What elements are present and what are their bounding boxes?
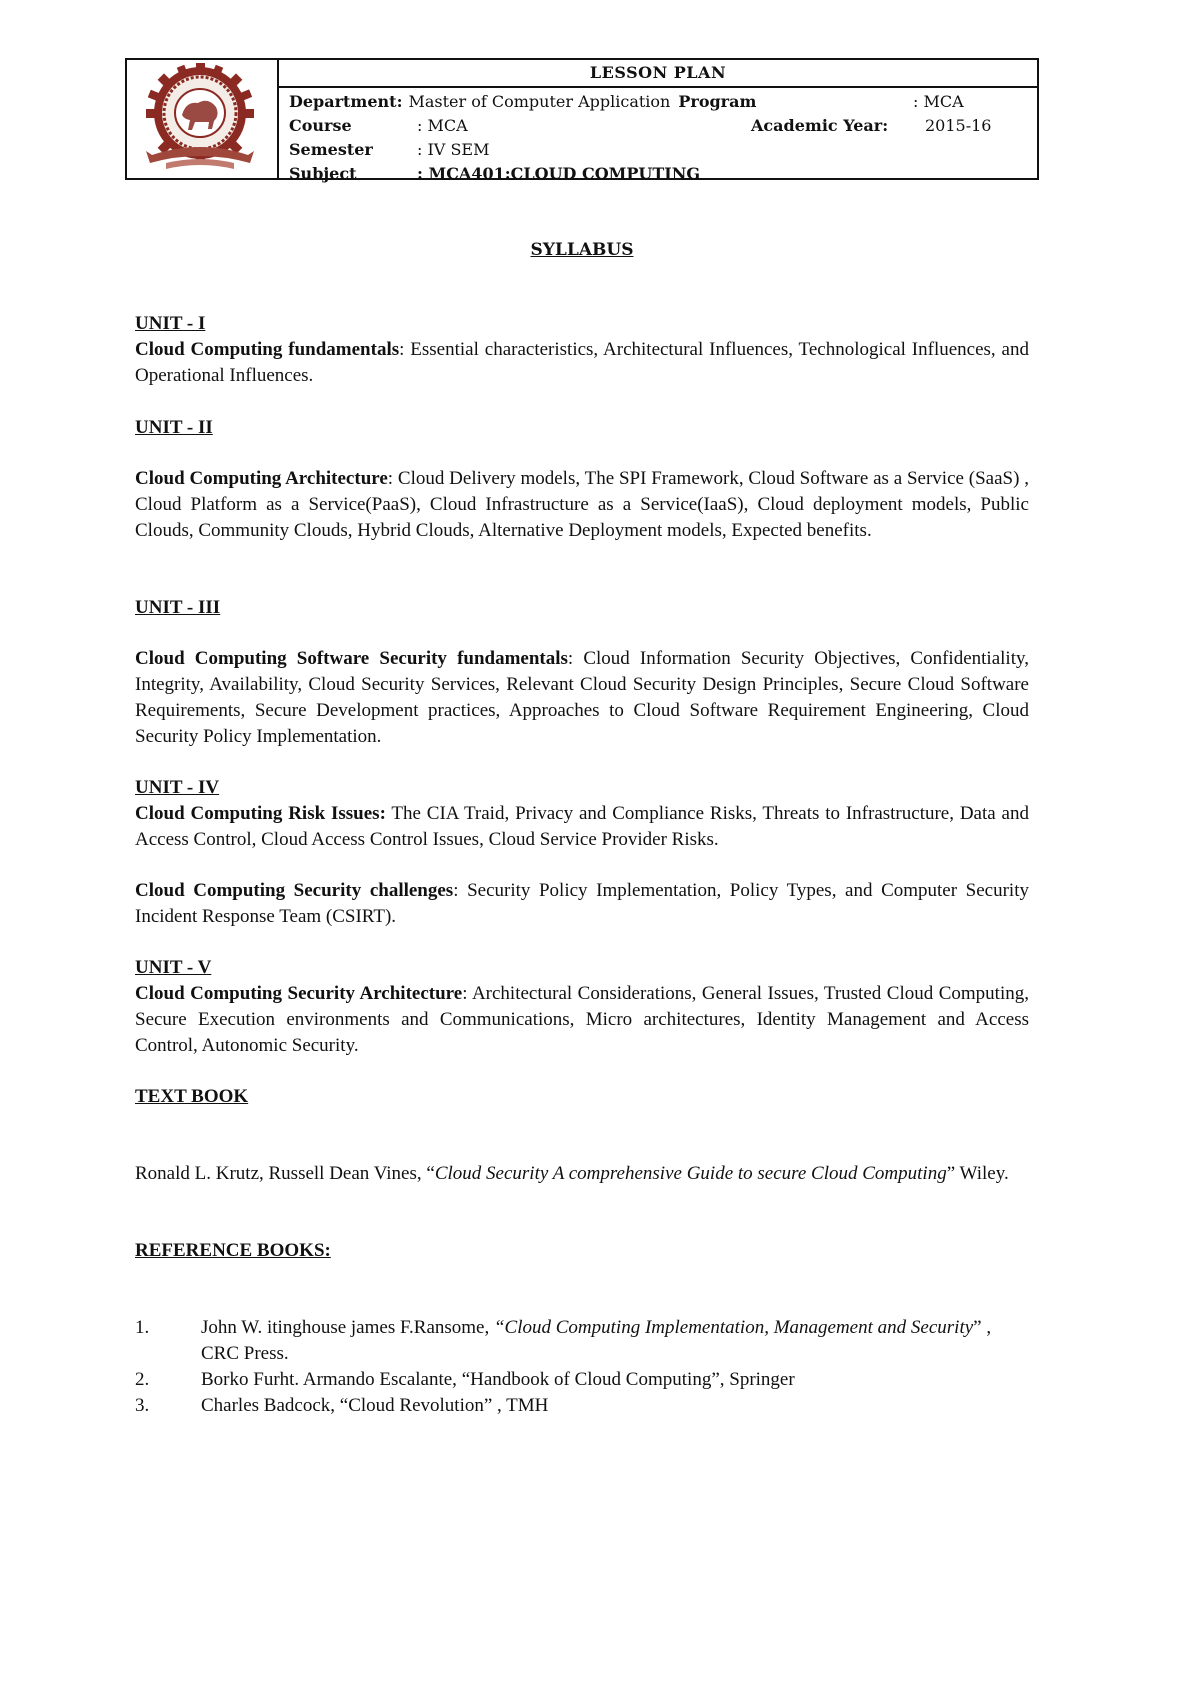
lesson-plan-title: LESSON PLAN bbox=[279, 60, 1037, 88]
unit-3-heading: UNIT - III bbox=[135, 597, 221, 618]
unit-1-text: : Essential characteristics, Architectural Influences, Technological Influences, and Operational Influences. bbox=[135, 339, 1029, 386]
reference-item-2 bbox=[135, 1367, 1029, 1393]
unit-1-paragraph bbox=[135, 337, 1029, 389]
unit-4-heading: UNIT - IV bbox=[135, 777, 220, 798]
reference-text bbox=[201, 1315, 1029, 1367]
reference-number: 1. bbox=[135, 1317, 150, 1338]
reference-item-3 bbox=[135, 1393, 1029, 1419]
academic-year-label: Academic Year: bbox=[751, 116, 889, 135]
reference-authors: Charles Badcock, bbox=[201, 1395, 340, 1416]
unit-1-heading: UNIT - I bbox=[135, 313, 206, 334]
unit-3-paragraph bbox=[135, 646, 1029, 750]
department-value: Master of Computer Application bbox=[408, 92, 671, 111]
unit-4-topic-1: Cloud Computing Risk Issues: bbox=[135, 803, 386, 824]
unit-2-text: : Cloud Delivery models, The SPI Framework, Cloud Software as a Service (SaaS) , Cloud Platform as a Service(PaaS), Cloud Infrastructure as a Service(IaaS), Cloud deployment models, Public Clouds, Community Clouds, Hybrid Clouds, Alternative Deployment models, Expected benefits. bbox=[135, 468, 1030, 541]
semester-row bbox=[289, 138, 1027, 162]
department-label: Department: bbox=[289, 92, 403, 111]
reference-books-list bbox=[135, 1315, 1029, 1419]
text-book-publisher: ” Wiley. bbox=[946, 1163, 1009, 1184]
text-book-title: Cloud Security A comprehensive Guide to secure Cloud Computing bbox=[434, 1163, 947, 1184]
reference-number: 2. bbox=[135, 1369, 150, 1390]
reference-text bbox=[201, 1367, 1029, 1393]
reference-text bbox=[201, 1393, 1029, 1419]
program-value: : MCA bbox=[913, 92, 964, 111]
unit-5-heading: UNIT - V bbox=[135, 957, 212, 978]
unit-2-paragraph bbox=[135, 466, 1029, 544]
department-row bbox=[289, 90, 1027, 114]
unit-2-heading: UNIT - II bbox=[135, 417, 213, 438]
subject-value: : MCA401:CLOUD COMPUTING bbox=[417, 164, 701, 183]
unit-2-topic: Cloud Computing Architecture bbox=[135, 468, 388, 489]
unit-5-paragraph bbox=[135, 981, 1029, 1059]
course-label: Course bbox=[289, 116, 352, 135]
reference-rest: “Handbook of Cloud Computing”, Springer bbox=[461, 1369, 795, 1390]
college-emblem-logo-icon bbox=[138, 63, 266, 175]
unit-4-text-2: : Security Policy Implementation, Policy Types, and Computer Security Incident Response Team (CSIRT). bbox=[135, 880, 1029, 927]
unit-4-paragraph-2 bbox=[135, 878, 1029, 930]
reference-authors: John W. itinghouse james F.Ransome, bbox=[201, 1317, 494, 1338]
reference-authors: Borko Furht. Armando Escalante, bbox=[201, 1369, 462, 1390]
unit-4-topic-2: Cloud Computing Security challenges bbox=[135, 880, 454, 901]
reference-item-1 bbox=[135, 1315, 1029, 1367]
header-info-cell bbox=[279, 60, 1037, 183]
academic-year-value: 2015-16 bbox=[925, 116, 992, 135]
course-value: : MCA bbox=[417, 116, 468, 135]
unit-5-text: : Architectural Considerations, General Issues, Trusted Cloud Computing, Secure Execution environments and Communications, Micro architectures, Identity Management and Access Control, Autonomic Security. bbox=[135, 983, 1029, 1056]
reference-title: “Cloud Computing Implementation, Management and Security bbox=[493, 1317, 974, 1338]
unit-5-topic: Cloud Computing Security Architecture bbox=[135, 983, 463, 1004]
unit-1-topic: Cloud Computing fundamentals bbox=[135, 339, 400, 360]
unit-3-text: : Cloud Information Security Objectives, Confidentiality, Integrity, Availability, Cloud Security Services, Relevant Cloud Security Design Principles, Secure Cloud Software Requirements, Secure Development practices, Approaches to Cloud Software Requirement Engineering, Cloud Security Policy Implementation. bbox=[135, 648, 1029, 747]
logo-cell bbox=[127, 60, 279, 178]
reference-number: 3. bbox=[135, 1395, 150, 1416]
text-book-heading: TEXT BOOK bbox=[135, 1086, 249, 1107]
reference-rest: ” , CRC Press. bbox=[201, 1317, 992, 1364]
lesson-plan-header-table bbox=[125, 58, 1039, 183]
reference-books-heading: REFERENCE BOOKS: bbox=[135, 1240, 331, 1261]
reference-rest: “Cloud Revolution” , TMH bbox=[339, 1395, 549, 1416]
course-row bbox=[289, 114, 1027, 138]
semester-label: Semester bbox=[289, 140, 373, 159]
unit-3-topic: Cloud Computing Software Security fundamentals bbox=[135, 648, 568, 669]
subject-label: Subject bbox=[289, 164, 357, 183]
header-info-rows bbox=[279, 88, 1037, 186]
semester-value: : IV SEM bbox=[417, 140, 490, 159]
program-label: Program bbox=[678, 92, 757, 111]
text-book-entry bbox=[135, 1161, 1015, 1187]
unit-4-text-1: The CIA Traid, Privacy and Compliance Risks, Threats to Infrastructure, Data and Access Control, Cloud Access Control Issues, Cloud Service Provider Risks. bbox=[135, 803, 1029, 850]
unit-4-paragraph-1 bbox=[135, 801, 1029, 853]
text-book-authors: Ronald L. Krutz, Russell Dean Vines, “ bbox=[135, 1163, 435, 1184]
subject-row bbox=[289, 162, 1027, 186]
syllabus-title: SYLLABUS bbox=[530, 240, 634, 260]
